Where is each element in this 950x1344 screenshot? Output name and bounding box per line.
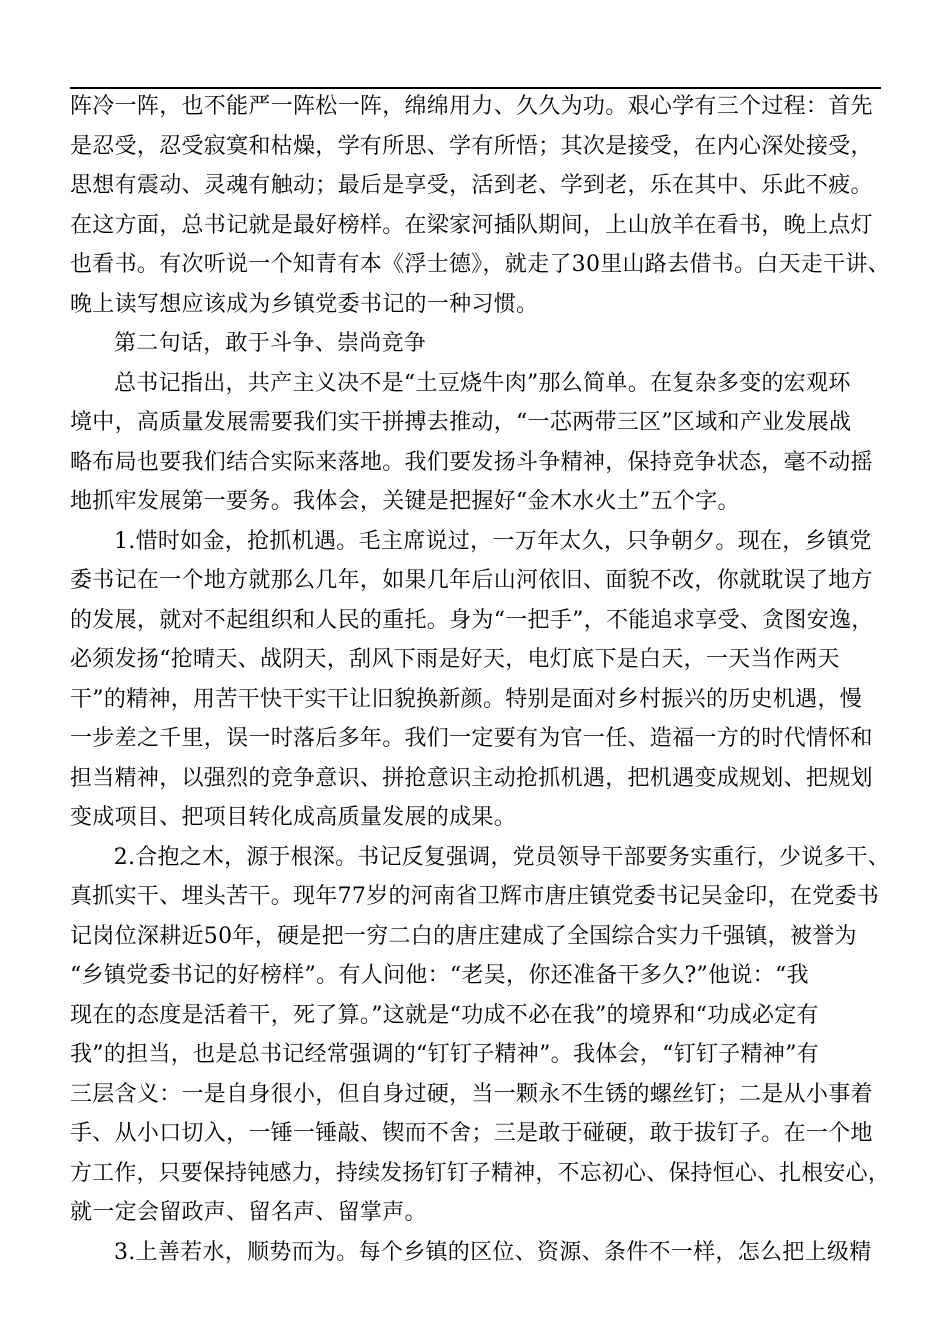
text-line: 也看书。有次听说一个知青有本《浮士德》，就走了30里山路去借书。白天走干讲、 (70, 252, 890, 277)
text-line: 就一定会留政声、留名声、留掌声。 (70, 1200, 427, 1225)
text-line: 委书记在一个地方就那么几年，如果几年后山河依旧、面貌不改，你就耽误了地方 (70, 568, 873, 593)
text-line: 真抓实干、埋头苦干。现年77岁的河南省卫辉市唐庄镇党委书记吴金印，在党委书 (70, 884, 880, 909)
text-line: 现在的态度是活着干，死了算。”这就是“功成不必在我”的境界和“功成必定有 (70, 1002, 819, 1028)
text-line: 总书记指出，共产主义决不是“土豆烧牛肉”那么简单。在复杂多变的宏观环 (114, 370, 851, 396)
text-line: 的发展，就对不起组织和人民的重托。身为“一把手”，不能追求享受、贪图安逸， (70, 607, 874, 633)
text-line: 记岗位深耕近50年，硬是把一穷二白的唐庄建成了全国综合实力千强镇，被誉为 (70, 923, 857, 949)
text-line: 我”的担当，也是总书记经常强调的“钉钉子精神”。我体会，“钉钉子精神”有 (70, 1042, 820, 1067)
text-line: “乡镇党委书记的好榜样”。有人问他：“老吴，你还准备干多久?”他说：“我 (70, 963, 809, 988)
text-line: 担当精神，以强烈的竞争意识、拼抢意识主动抢抓机遇，把机遇变成规划、把规划 (70, 765, 873, 791)
text-line: 2.合抱之木，源于根深。书记反复强调，党员领导干部要务实重行，少说多干、 (113, 844, 891, 870)
text-line: 境中，高质量发展需要我们实干拼搏去推动，“一芯两带三区”区域和产业发展战 (70, 410, 852, 435)
text-line: 1.惜时如金，抢抓机遇。毛主席说过，一万年太久，只争朝夕。现在，乡镇党 (114, 528, 872, 554)
text-line: 手、从小口切入，一锤一锤敲、锲而不舍；三是敢于碰硬，敢于拔钉子。在一个地 (70, 1121, 873, 1146)
text-line: 方工作，只要保持钝感力，持续发扬钉钉子精神，不忘初心、保持恒心、扎根安心， (70, 1160, 890, 1186)
text-line: 是忍受，忍受寂寞和枯燥，学有所思、学有所悟；其次是接受，在内心深处接受， (70, 133, 873, 159)
text-line: 地抓牢发展第一要务。我体会，关键是把握好“金木水火土”五个字。 (70, 489, 740, 514)
text-line: 阵冷一阵，也不能严一阵松一阵，绵绵用力、久久为功。艰心学有三个过程：首先 (70, 94, 873, 119)
document-body (70, 87, 890, 1272)
text-line: 略布局也要我们结合实际来落地。我们要发扬斗争精神，保持竞争状态，毫不动摇 (70, 449, 873, 475)
section-heading: 第二句话，敢于斗争、崇尚竞争 (114, 331, 427, 356)
text-line: 干”的精神，用苦干快干实干让旧貌换新颜。特别是面对乡村振兴的历史机遇，慢 (70, 686, 863, 712)
text-line: 必须发扬“抢晴天、战阴天，刮风下雨是好天，电灯底下是白天，一天当作两天 (70, 647, 840, 672)
text-line: 3.上善若水，顺势而为。每个乡镇的区位、资源、条件不一样，怎么把上级精 (114, 1239, 872, 1265)
text-line: 变成项目、把项目转化成高质量发展的成果。 (70, 805, 517, 830)
text-line: 思想有震动、灵魂有触动；最后是享受，活到老、学到老，乐在其中、乐此不疲。 (70, 173, 873, 198)
text-line: 三层含义：一是自身很小，但自身过硬，当一颗永不生锈的螺丝钉；二是从小事着 (70, 1081, 873, 1107)
text-line: 一步差之千里，误一时落后多年。我们一定要有为官一任、造福一方的时代情怀和 (70, 726, 873, 751)
text-line: 晚上读写想应该成为乡镇党委书记的一种习惯。 (70, 291, 539, 317)
text-line: 在这方面，总书记就是最好榜样。在梁家河插队期间，上山放羊在看书，晚上点灯 (70, 212, 873, 238)
